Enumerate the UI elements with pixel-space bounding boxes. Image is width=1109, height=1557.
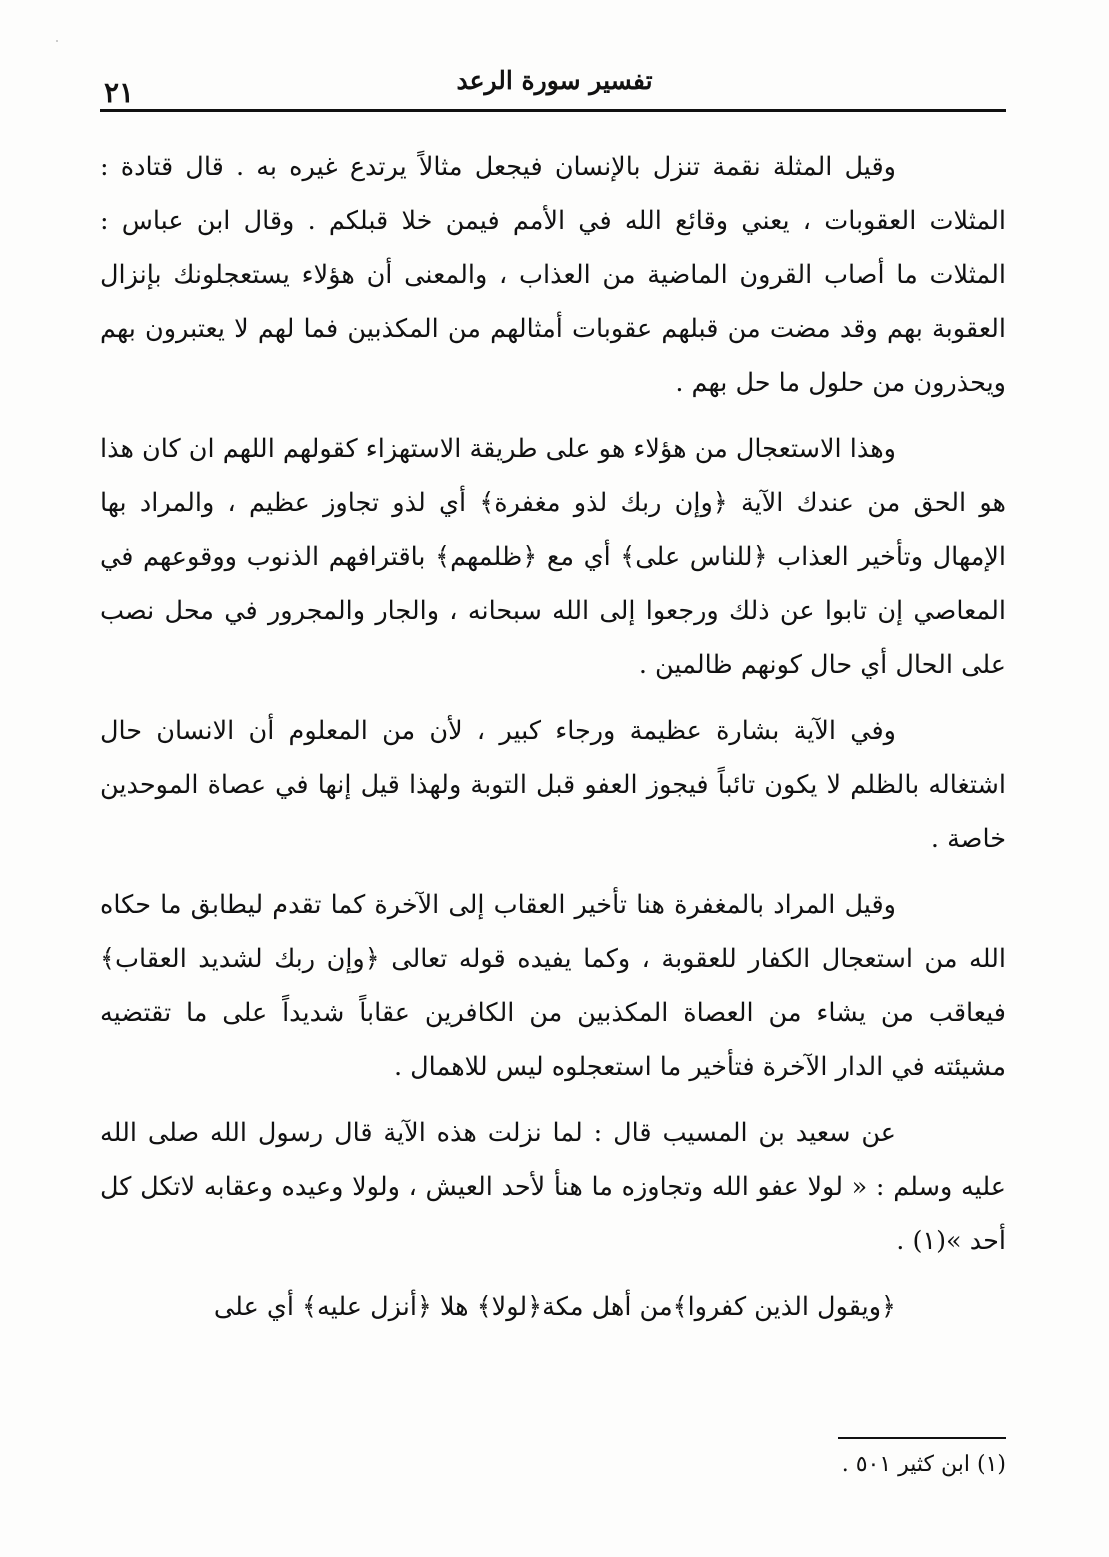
- running-title: تفسير سورة الرعد: [456, 66, 653, 95]
- footnote: (١) ابن كثير ٥٠١ .: [841, 1452, 1006, 1477]
- scan-speck: [56, 40, 58, 42]
- page-number: ٢١: [104, 76, 135, 109]
- header-rule: [100, 109, 1006, 112]
- paragraph: وفي الآية بشارة عظيمة ورجاء كبير ، لأن من المعلوم أن الانسان حال اشتغاله بالظلم لا يكون تائباً فيجوز العفو قبل التوبة ولهذا قيل إنها في عصاة الموحدين خاصة .: [100, 716, 1006, 854]
- footnote-rule: [838, 1437, 1006, 1439]
- paragraph: عن سعيد بن المسيب قال : لما نزلت هذه الآية قال رسول الله صلى الله عليه وسلم : « لولا عفو الله وتجاوزه ما هنأ لأحد العيش ، ولولا وعيده وعقابه لاتكل كل أحد »(١) .: [100, 1118, 1006, 1256]
- page-header: [100, 66, 1009, 109]
- paragraph: وقيل المراد بالمغفرة هنا تأخير العقاب إلى الآخرة كما تقدم ليطابق ما حكاه الله من استعجال الكفار للعقوبة ، وكما يفيده قوله تعالى ﴿وإن ربك لشديد العقاب﴾ فيعاقب من يشاء من العصاة المكذبين من الكافرين عقاباً شديداً على ما تقتضيه مشيئته في الدار الآخرة فتأخير ما استعجلوه ليس للاهمال .: [100, 890, 1006, 1082]
- paragraph: ﴿ويقول الذين كفروا﴾من أهل مكة﴿لولا﴾ هلا ﴿أنزل عليه﴾ أي على: [213, 1292, 896, 1322]
- paragraph: وقيل المثلة نقمة تنزل بالإنسان فيجعل مثالاً يرتدع غيره به . قال قتادة : المثلات العقوبات ، يعني وقائع الله في الأمم فيمن خلا قبلكم . وقال ابن عباس : المثلات ما أصاب القرون الماضية من العذاب ، والمعنى أن هؤلاء يستعجلونك بإنزال العقوبة بهم وقد مضت من قبلهم عقوبات أمثالهم من المكذبين فما لهم لا يعتبرون بهم ويحذرون من حلول ما حل بهم .: [100, 152, 1006, 398]
- body-text: [100, 140, 1006, 1334]
- paragraph: وهذا الاستعجال من هؤلاء هو على طريقة الاستهزاء كقولهم اللهم ان كان هذا هو الحق من عندك الآية ﴿وإن ربك لذو مغفرة﴾ أي لذو تجاوز عظيم ، والمراد بها الإمهال وتأخير العذاب ﴿للناس على﴾ أي مع ﴿ظلمهم﴾ باقترافهم الذنوب ووقوعهم في المعاصي إن تابوا عن ذلك ورجعوا إلى الله سبحانه ، والجار والمجرور في محل نصب على الحال أي حال كونهم ظالمين .: [100, 434, 1006, 680]
